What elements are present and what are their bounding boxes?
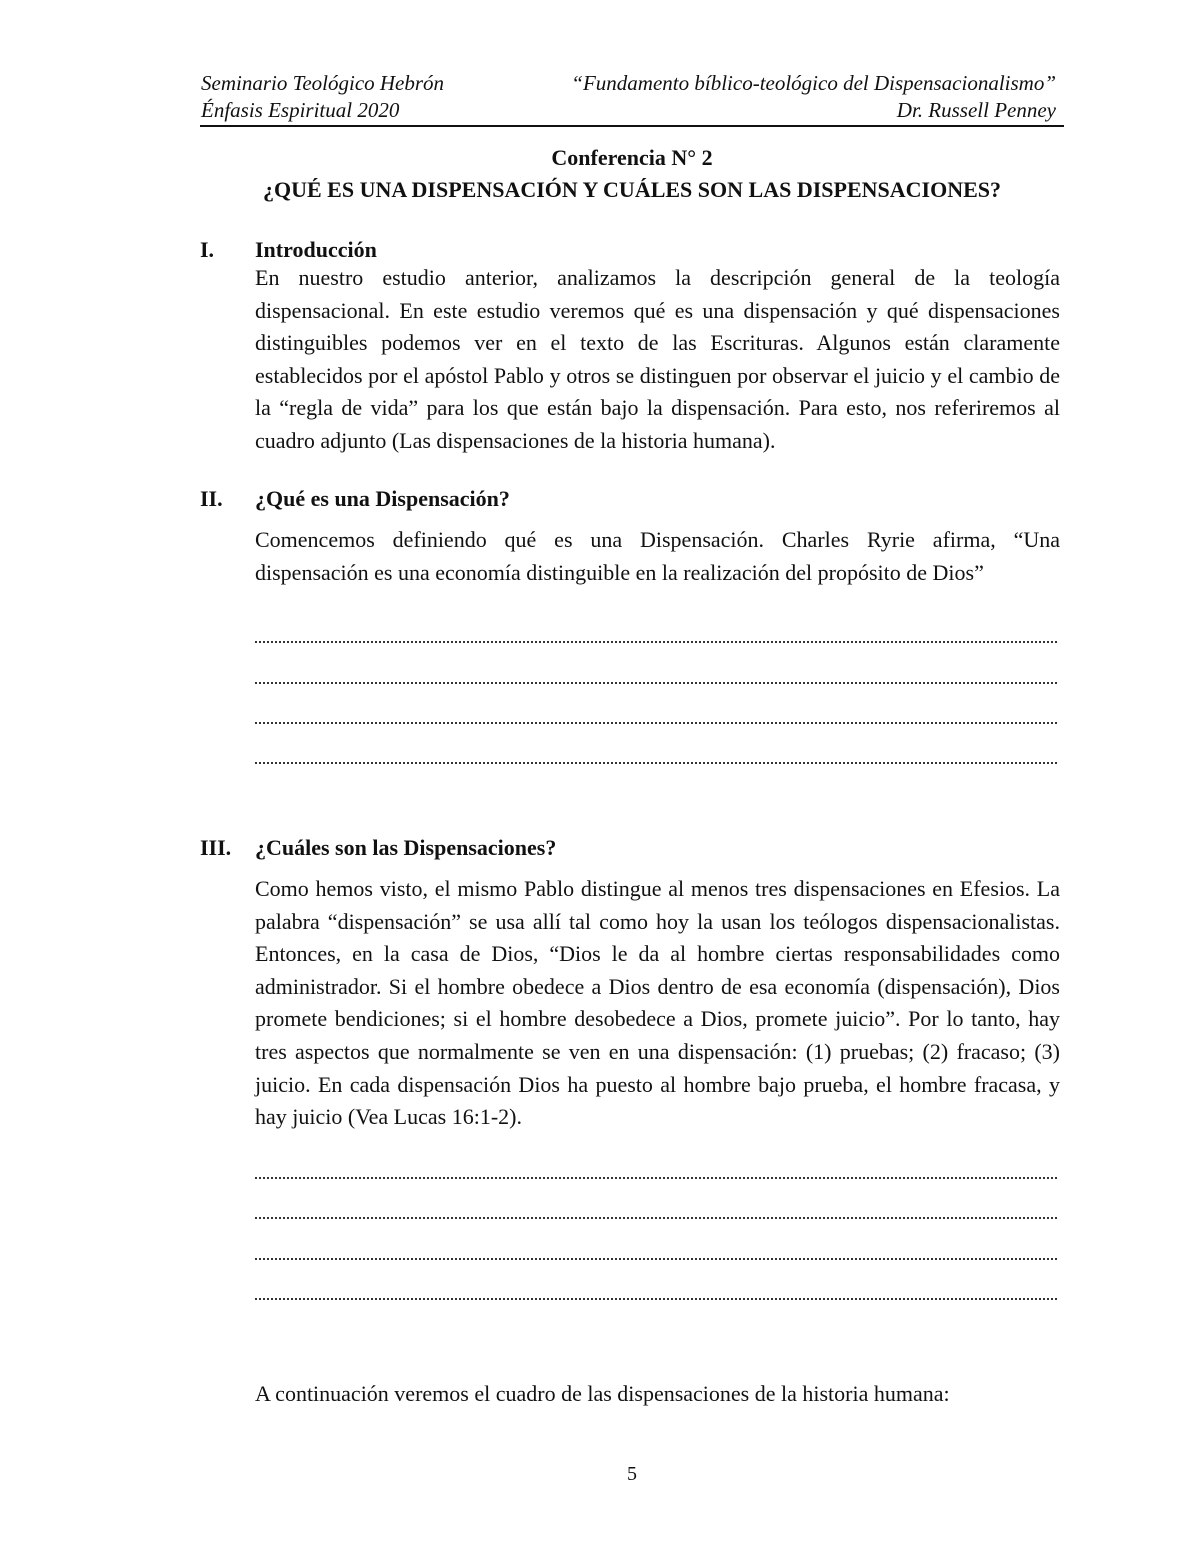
section-number: III. — [200, 835, 232, 860]
section-body-que-es: Comencemos definiendo qué es una Dispensación. Charles Ryrie afirma, “Una dispensación es una economía distinguible en la realización del propósito de Dios” — [255, 527, 1060, 585]
header-event: Énfasis Espiritual 2020 — [201, 98, 400, 122]
answer-line — [255, 1217, 1057, 1219]
answer-line — [255, 1177, 1057, 1179]
section-number: I. — [200, 237, 215, 262]
section-heading-que-es — [200, 485, 510, 513]
answer-line — [255, 682, 1057, 684]
section-body-cuales-son: Como hemos visto, el mismo Pablo distingue al menos tres dispensaciones en Efesios. La palabra “dispensación” se usa allí tal como hoy la usan los teólogos dispensacionalistas. Entonces, en la casa de Dios, “Dios le da al hombre ciertas responsabilidades como administrador. Si el hombre obedece a Dios dentro de esa economía (dispensación), Dios promete bendiciones; si el hombre desobedece a Dios, promete juicio”. Por lo tanto, hay tres aspectos que normalmente se ven en una dispensación: (1) pruebas; (2) fracaso; (3) juicio. En cada dispensación Dios ha puesto al hombre bajo prueba, el hombre fracasa, y hay juicio (Vea Lucas 16:1-2). — [255, 876, 1060, 1130]
section-heading-cuales-son — [200, 834, 556, 862]
header-course-title: “Fundamento bíblico-teológico del Dispensacionalismo” — [571, 71, 1056, 95]
section-number: II. — [200, 486, 223, 511]
answer-line — [255, 641, 1057, 643]
page-number: 5 — [627, 1463, 637, 1485]
conference-title: Conferencia N° 2 — [551, 145, 713, 170]
answer-line — [255, 1258, 1057, 1260]
answer-line — [255, 762, 1057, 764]
answer-line — [255, 1298, 1057, 1300]
section-title: ¿Qué es una Dispensación? — [255, 486, 510, 511]
closing-paragraph: A continuación veremos el cuadro de las dispensaciones de la historia humana: — [255, 1381, 950, 1406]
header-institution: Seminario Teológico Hebrón — [201, 71, 445, 95]
header-divider — [200, 125, 1064, 127]
header-author: Dr. Russell Penney — [896, 98, 1056, 122]
page-title: ¿QUÉ ES UNA DISPENSACIÓN Y CUÁLES SON LAS DISPENSACIONES? — [263, 177, 1001, 202]
section-heading-introduccion — [200, 236, 377, 264]
section-body-introduccion: En nuestro estudio anterior, analizamos la descripción general de la teología dispensacional. En este estudio veremos qué es una dispensación y qué dispensaciones distinguibles podemos ver en el texto de las Escrituras. Algunos están claramente establecidos por el apóstol Pablo y otros se distinguen por observar el juicio y el cambio de la “regla de vida” para los que están bajo la dispensación. Para esto, nos referiremos al cuadro adjunto (Las dispensaciones de la historia humana). — [255, 265, 1060, 453]
section-title: ¿Cuáles son las Dispensaciones? — [255, 835, 557, 860]
section-title: Introducción — [255, 237, 377, 262]
answer-line — [255, 722, 1057, 724]
